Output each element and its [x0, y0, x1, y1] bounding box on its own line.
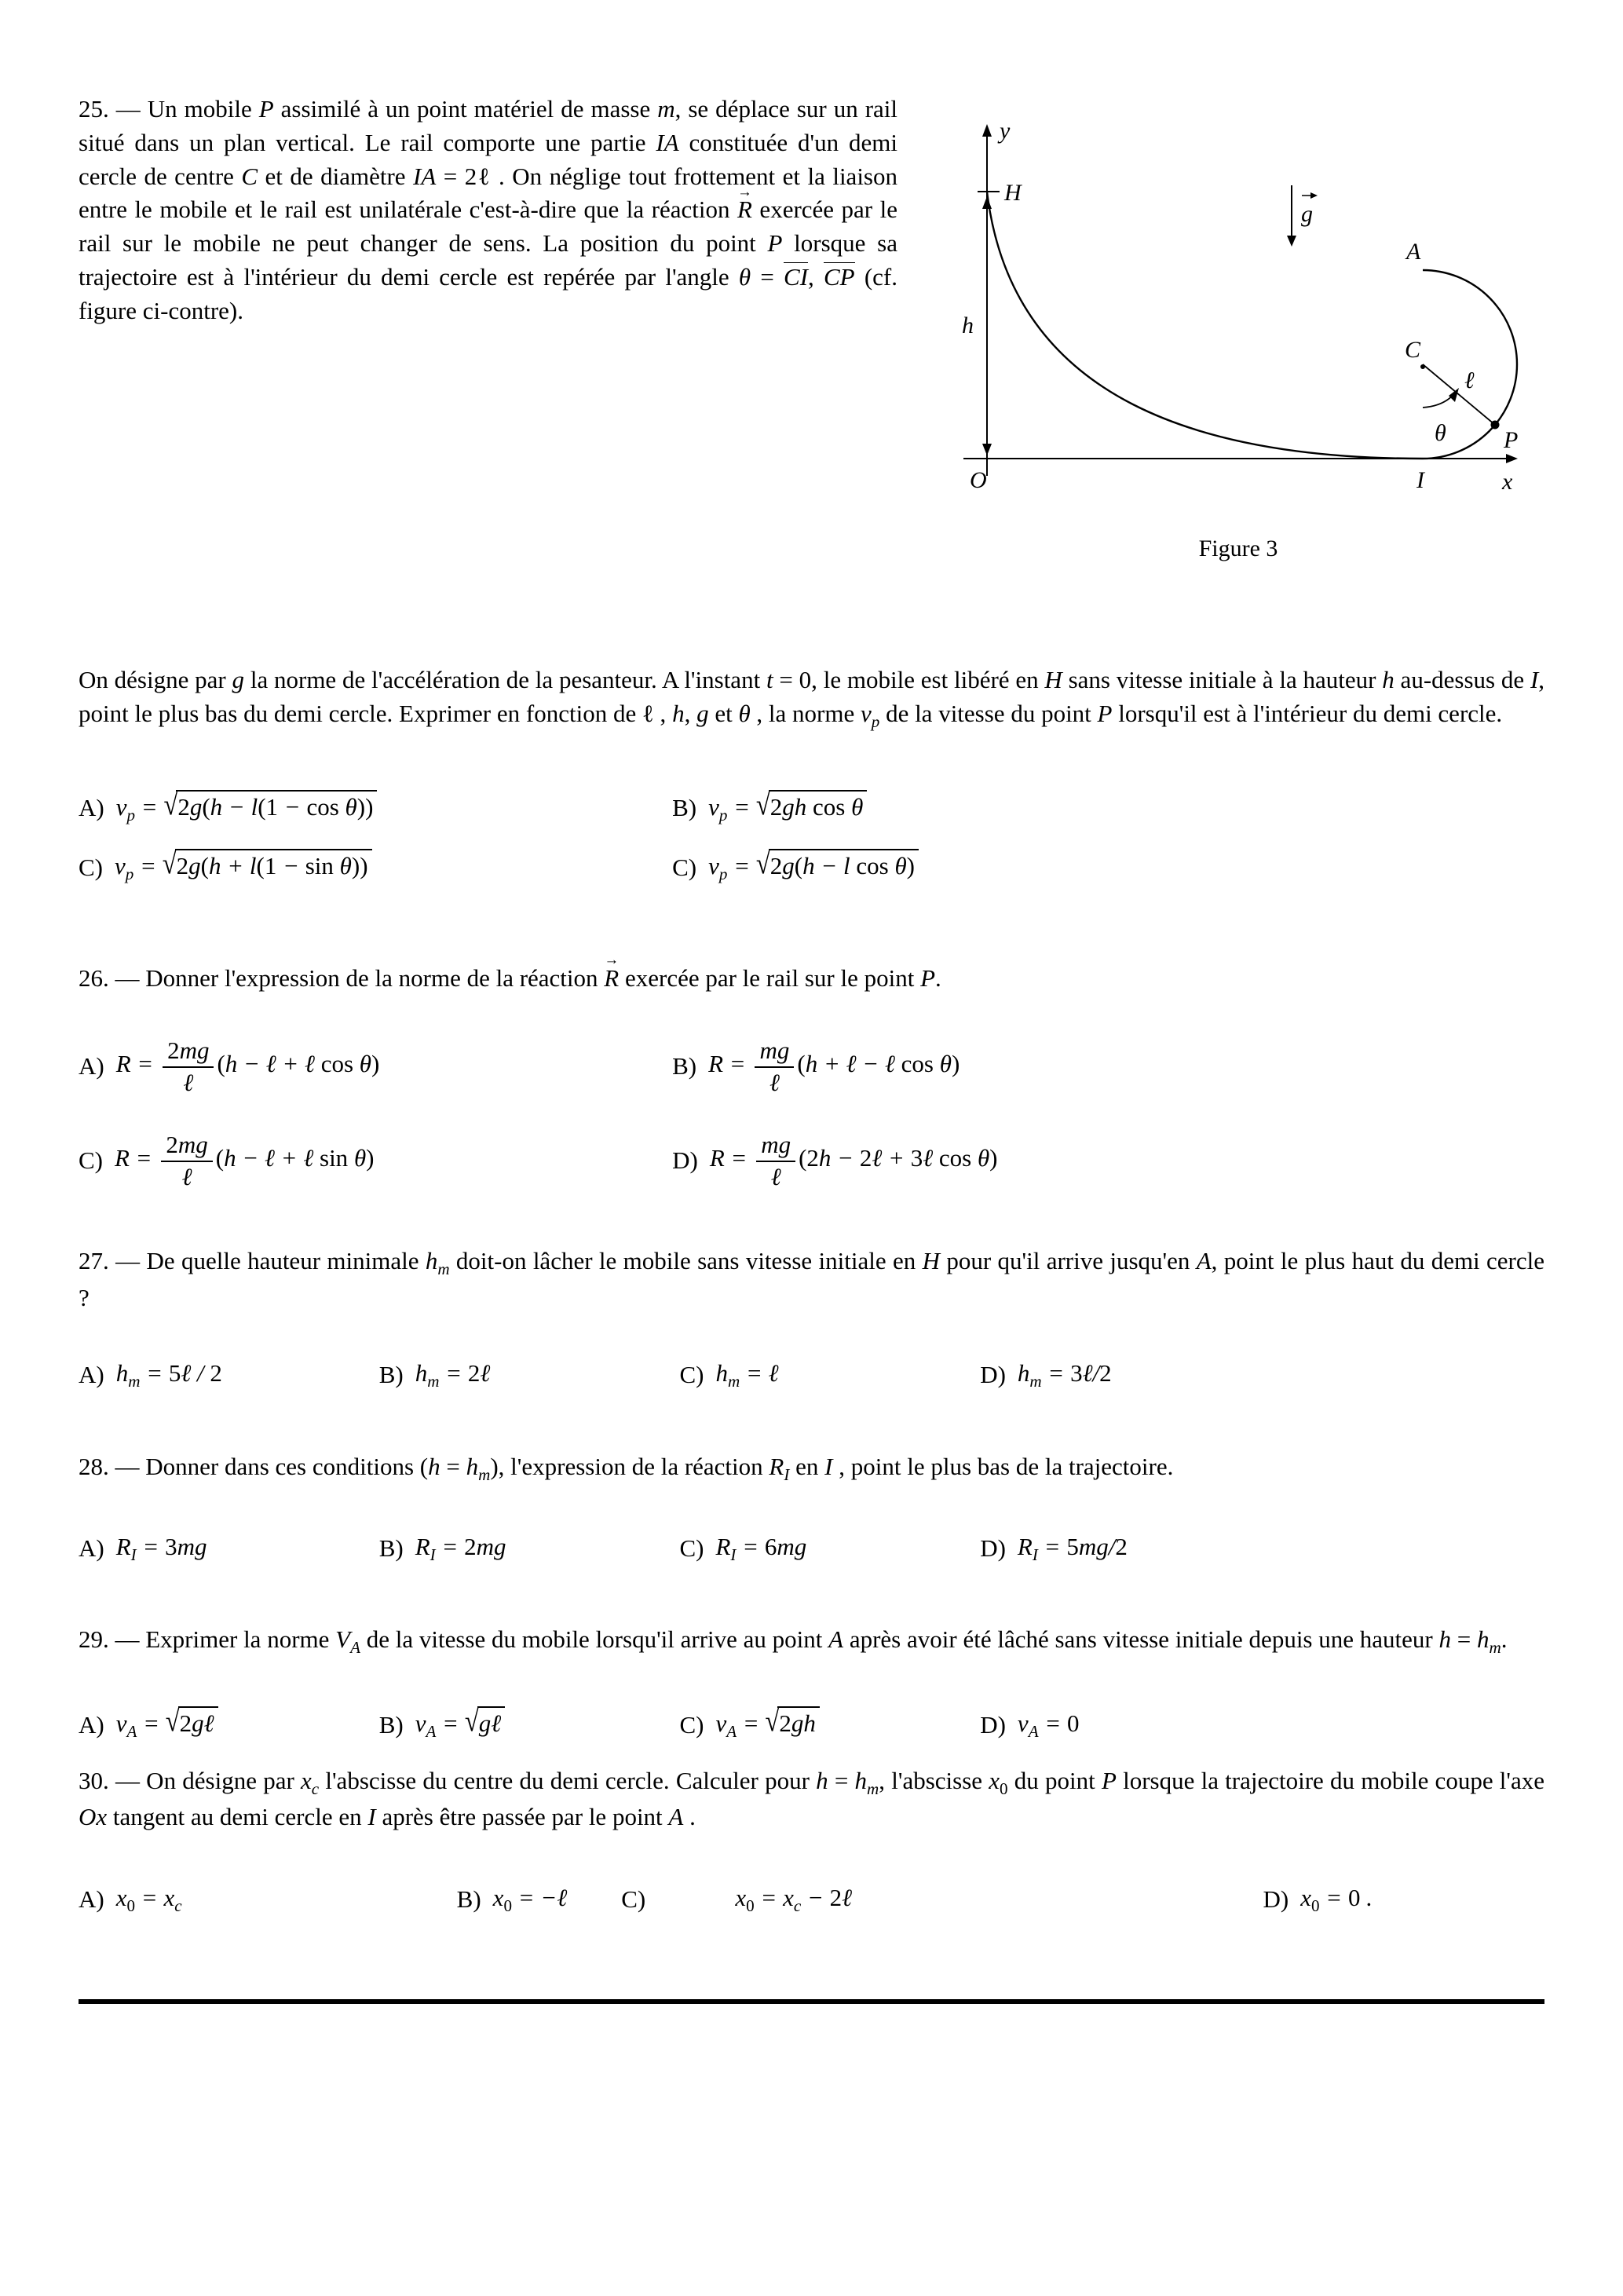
question-29-text: 29. — Exprimer la norme $V_A$ de la vitesse du mobile lorsqu'il arrive au point A après avoir été lâché sans vitesse initiale depuis une hauteur $h = h_m$. [79, 1625, 1508, 1658]
option-label: C) [679, 1534, 704, 1562]
point-p-dot [1491, 421, 1500, 430]
option-formula: $h_m$ = 2ℓ [415, 1359, 491, 1391]
option-25-c2 [672, 849, 1544, 886]
axis-label-x: x [1502, 469, 1513, 495]
option-28-c [679, 1530, 980, 1567]
option-29-b [379, 1706, 680, 1743]
option-label: D) [672, 1146, 698, 1174]
question-25-statement: On désigne par g la norme de l'accélération de la pesanteur. A l'instant t = 0, le mobile est libéré en H sans vitesse initiale à la hauteur h au-dessus de I, point le plus bas du demi cercle. Exprimer en fonction de ℓ , h, g et θ , la norme $v_p$ de la vitesse du point P lorsqu'il est à l'intérieur du demi cercle. [79, 666, 1545, 732]
figure-3-diagram [932, 97, 1544, 521]
option-27-a [79, 1357, 379, 1393]
question-27-options [79, 1357, 1544, 1393]
question-30-options [79, 1881, 1544, 1918]
option-formula: $v_A = √2gh$ [715, 1706, 819, 1743]
track-curve [987, 192, 1423, 459]
option-formula: $R_I = 5mg/2$ [1017, 1532, 1128, 1565]
option-label: C) [679, 1361, 704, 1389]
option-formula: $R_I = 3mg$ [115, 1532, 207, 1565]
option-formula: $h_m$ = ℓ [715, 1359, 779, 1391]
option-28-b [379, 1530, 680, 1567]
theta-angle-arc [1423, 391, 1457, 408]
question-28-options [79, 1530, 1544, 1567]
option-label: B) [456, 1885, 481, 1913]
option-formula: $x_0 = x_c$ − 2ℓ [735, 1883, 853, 1915]
vector-label-g: g [1301, 201, 1313, 227]
option-30-b [457, 1881, 736, 1918]
option-label: C) [79, 853, 103, 881]
question-25-block [79, 93, 1544, 565]
option-26-b [672, 1037, 1544, 1095]
option-label: B) [672, 794, 697, 822]
point-c-dot [1420, 364, 1425, 369]
bottom-divider [79, 1999, 1544, 2004]
option-formula: $v_p = √2gh$ cos θ [708, 790, 867, 827]
option-29-c [679, 1706, 980, 1743]
option-27-d [980, 1357, 1544, 1393]
option-label: B) [378, 1361, 404, 1389]
g-vector-arrowhead [1287, 236, 1296, 247]
option-26-d [672, 1132, 1544, 1190]
figure-3 [932, 93, 1544, 565]
radius-cp-line [1423, 364, 1495, 425]
option-formula: $x_0 = x_c$ [115, 1883, 182, 1915]
option-formula: $h_m$ = 3ℓ/2 [1017, 1359, 1112, 1391]
option-formula: $v_A = 0$ [1017, 1709, 1080, 1742]
option-label: B) [378, 1534, 404, 1562]
option-formula: R = $\frac{2mg}{\text{ℓ}}$ (h − ℓ + ℓ sin θ) [115, 1131, 375, 1190]
option-label: A) [79, 1534, 104, 1562]
question-26-options [79, 1037, 1544, 1190]
option-formula: $R_I = 2mg$ [415, 1532, 506, 1565]
option-label: A) [79, 794, 104, 822]
option-29-d [980, 1706, 1544, 1743]
point-label-P: P [1504, 427, 1519, 453]
question-29-options [79, 1706, 1544, 1743]
option-label: B) [672, 1052, 697, 1080]
option-formula: $x_0 = 0$ . [1300, 1883, 1373, 1915]
y-axis-arrowhead [982, 124, 992, 137]
option-29-a [79, 1706, 379, 1743]
point-label-C: C [1405, 337, 1421, 363]
question-25-intro: 25. — Un mobile P assimilé à un point matériel de masse m, se déplace sur un rail situé dans un plan vertical. Le rail comporte une partie IA constituée d'un demi cercle de centre C et de diamètre IA = 2ℓ . On néglige tout frottement et la liaison entre le mobile et le rail est unilatérale c'est-à-dire que la réaction R → exercée par le rail sur le mobile ne peut changer de sens. La position du point P lorsque sa trajectoire est à l'intérieur du demi cercle est repérée par l'angle θ = CI, CP (cf. figure ci-contre). [79, 93, 897, 565]
option-27-b [379, 1357, 680, 1393]
option-formula: $v_p = √2g(h - l$ cos θ) [708, 849, 919, 886]
option-formula: R = $\frac{mg}{\text{ℓ}}$ (h + ℓ − ℓ cos θ) [708, 1036, 960, 1096]
stray-option-label-c: C) [621, 1885, 646, 1913]
option-26-c [79, 1132, 672, 1190]
option-formula: R = $\frac{mg}{\text{ℓ}}$ (2h − 2ℓ + 3ℓ cos θ) [709, 1131, 998, 1190]
option-label: A) [79, 1361, 104, 1389]
option-formula: $v_p = √2g(h - l(1 - \cos \theta))$ [116, 790, 378, 827]
option-25-c1 [79, 849, 672, 886]
angle-label-theta: θ [1435, 420, 1446, 446]
option-label: A) [79, 1710, 104, 1738]
question-27-text: 27. — De quelle hauteur minimale $h_m$ doit-on lâcher le mobile sans vitesse initiale en H pour qu'il arrive jusqu'en A, point le plus haut du demi cercle ? [79, 1247, 1545, 1311]
figure-caption: Figure 3 [1198, 535, 1278, 561]
h-dimension-down-arrowhead [982, 444, 992, 455]
option-formula: $v_A$ = √2gℓ [116, 1706, 218, 1743]
option-label: D) [980, 1534, 1006, 1562]
g-label-arrowhead [1310, 192, 1318, 199]
point-label-H: H [1004, 180, 1022, 206]
option-label: C) [79, 1146, 103, 1174]
option-label: A) [79, 1885, 104, 1913]
option-30-c [735, 1881, 1263, 1918]
option-label: C) [679, 1710, 704, 1738]
option-label: D) [1263, 1885, 1289, 1913]
question-26-text: 26. — Donner l'expression de la norme de la réaction R → exercée par le rail sur le point P. [79, 962, 1544, 996]
option-label: A) [79, 1052, 104, 1080]
dimension-label-h: h [962, 313, 974, 338]
option-27-c [679, 1357, 980, 1393]
option-formula: $R_I = 6mg$ [715, 1532, 807, 1565]
option-label: B) [378, 1710, 404, 1738]
option-25-b [672, 790, 1544, 827]
question-25-options [79, 790, 1544, 887]
option-25-a [79, 790, 672, 827]
axis-label-y: y [1000, 118, 1011, 144]
option-formula: $v_p = √2g(h + l(1 - \sin \theta))$ [115, 849, 372, 886]
option-28-d [980, 1530, 1544, 1567]
option-label: C) [672, 853, 697, 881]
question-30-text: 30. — On désigne par $x_c$ l'abscisse du centre du demi cercle. Calculer pour $h = h_m$, l'abscisse $x_0$ du point P lorsque la trajectoire du mobile coupe l'axe Ox tangent au demi cercle en I après être passée par le point A . [79, 1766, 1545, 1830]
option-26-a [79, 1037, 672, 1095]
h-dimension-up-arrowhead [982, 196, 992, 209]
point-label-I: I [1416, 467, 1424, 493]
option-label: D) [980, 1710, 1006, 1738]
option-formula: R = $\frac{2mg}{\text{ℓ}}$ (h − ℓ + ℓ cos θ) [115, 1036, 380, 1096]
option-28-a [79, 1530, 379, 1567]
point-label-A: A [1406, 239, 1421, 265]
option-30-a [79, 1881, 457, 1918]
option-30-d [1263, 1881, 1545, 1918]
option-formula: $x_0$ = −ℓ [492, 1883, 568, 1915]
option-formula: $v_A$ = √gℓ [415, 1706, 505, 1743]
x-axis-arrowhead [1506, 454, 1518, 463]
question-28-text: 28. — Donner dans ces conditions $(h = h_m)$, l'expression de la réaction $R_I$ en I , point le plus bas de la trajectoire. [79, 1452, 1174, 1484]
option-label: D) [980, 1361, 1006, 1389]
option-formula: $h_m$ = 5ℓ / 2 [115, 1359, 222, 1391]
origin-label-O: O [970, 467, 987, 493]
radius-label-ell: ℓ [1464, 367, 1475, 393]
